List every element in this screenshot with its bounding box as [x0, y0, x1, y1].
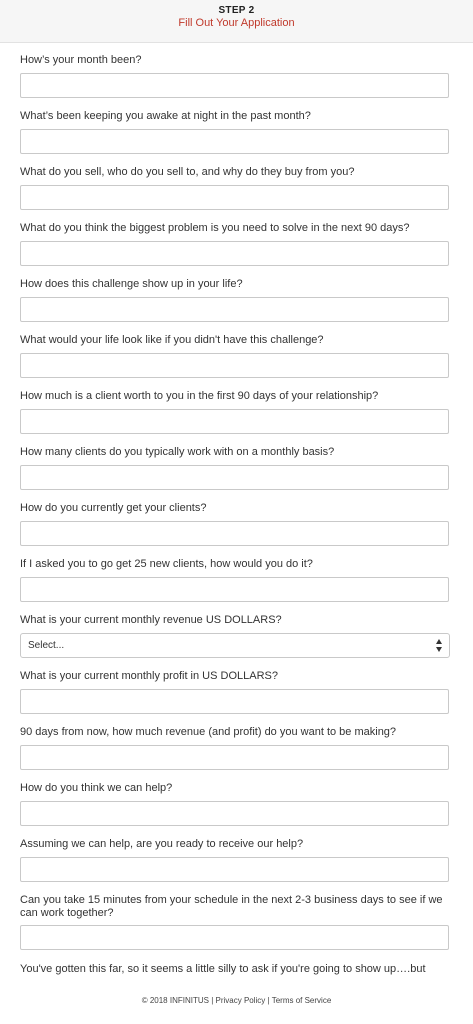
question-label: If I asked you to go get 25 new clients, how would you do it?	[20, 558, 313, 570]
goal-answer-input[interactable]	[20, 745, 449, 770]
question-label: How much is a client worth to you in the first 90 days of your relationship?	[20, 390, 379, 402]
profit-answer-input[interactable]	[20, 689, 449, 714]
problem-answer-input[interactable]	[20, 241, 449, 266]
schedule-answer-input[interactable]	[20, 925, 449, 950]
question-label: What do you sell, who do you sell to, and why do they buy from you?	[20, 166, 355, 178]
question-label: How many clients do you typically work with on a monthly basis?	[20, 446, 335, 458]
question-label: What is your current monthly profit in US DOLLARS?	[20, 670, 278, 682]
question-label: What’s been keeping you awake at night in the past month?	[20, 110, 311, 122]
question-label: What would your life look like if you didn't have this challenge?	[20, 334, 324, 346]
revenue-select-value: Select...	[28, 640, 65, 651]
select-arrows-icon	[436, 638, 444, 654]
question-label: How do you think we can help?	[20, 782, 173, 794]
clients-count-input[interactable]	[20, 465, 449, 490]
copyright-text: © 2018 INFINITUS	[141, 996, 209, 1005]
step-label: STEP 2	[218, 5, 255, 16]
question-label: 90 days from now, how much revenue (and profit) do you want to be making?	[20, 726, 397, 738]
client-worth-input[interactable]	[20, 409, 449, 434]
revenue-select[interactable]	[20, 633, 450, 658]
question-label: Assuming we can help, are you ready to receive our help?	[20, 838, 304, 850]
new-clients-input[interactable]	[20, 577, 449, 602]
challenge-answer-input[interactable]	[20, 297, 449, 322]
month-answer-input[interactable]	[20, 73, 449, 98]
question-label: You've gotten this far, so it seems a little silly to ask if you're going to show up….but	[20, 963, 426, 975]
question-label: How do you currently get your clients?	[20, 502, 207, 514]
question-label: How does this challenge show up in your life?	[20, 278, 243, 290]
footer	[0, 989, 473, 1024]
footer-separator: |	[267, 996, 270, 1005]
question-label: How’s your month been?	[20, 54, 142, 66]
privacy-policy-link[interactable]: Privacy Policy	[215, 996, 266, 1005]
sell-answer-input[interactable]	[20, 185, 449, 210]
question-label: What do you think the biggest problem is you need to solve in the next 90 days?	[20, 222, 410, 234]
step-title: Fill Out Your Application	[178, 17, 295, 29]
life-answer-input[interactable]	[20, 353, 449, 378]
ready-answer-input[interactable]	[20, 857, 449, 882]
footer-separator: |	[211, 996, 214, 1005]
awake-answer-input[interactable]	[20, 129, 449, 154]
help-answer-input[interactable]	[20, 801, 449, 826]
question-label: What is your current monthly revenue US DOLLARS?	[20, 614, 282, 626]
question-label: Can you take 15 minutes from your schedule in the next 2-3 business days to see if we can work together?	[20, 894, 443, 919]
terms-of-service-link[interactable]: Terms of Service	[271, 996, 332, 1005]
form-header	[0, 0, 473, 43]
get-clients-input[interactable]	[20, 521, 449, 546]
